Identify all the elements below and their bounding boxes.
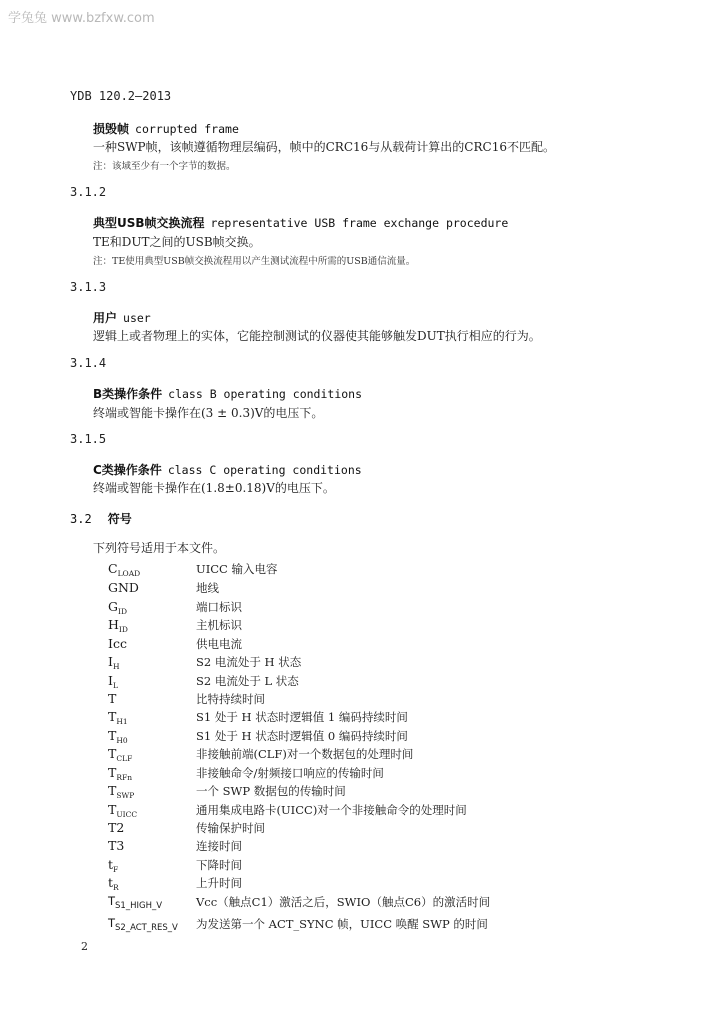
- term-en: corrupted frame: [135, 122, 239, 136]
- definition-text: 终端或智能卡操作在(1.8±0.18)V的电压下。: [93, 481, 335, 495]
- symbol-subscript: R: [113, 883, 119, 892]
- definition-text: TE和DUT之间的USB帧交换。: [93, 235, 261, 249]
- symbols-intro: 下列符号适用于本文件。: [93, 541, 226, 555]
- symbol-subscript: SWP: [116, 791, 135, 800]
- symbol: [108, 838, 124, 853]
- term-class-b: [93, 385, 362, 402]
- symbol: [108, 875, 119, 892]
- symbol-description: Vcc（触点C1）激活之后，SWIO（触点C6）的激活时间: [196, 895, 491, 909]
- symbol-subscript: L: [112, 681, 118, 690]
- symbol-base: T2: [108, 820, 125, 835]
- term-usb-frame-exchange: [93, 214, 508, 231]
- symbol-description: 供电电流: [196, 637, 242, 651]
- symbol-description: 传输保护时间: [196, 821, 265, 835]
- symbol-subscript: CLF: [116, 754, 133, 763]
- symbol-base: T: [108, 691, 117, 706]
- symbol: [108, 916, 178, 933]
- symbol-description: 上升时间: [196, 876, 242, 890]
- symbol-description: 一个 SWP 数据包的传输时间: [196, 784, 346, 798]
- symbol-subscript: UICC: [116, 810, 138, 819]
- symbol: [108, 599, 127, 616]
- symbol-description: 非接触前端(CLF)对一个数据包的处理时间: [196, 747, 414, 761]
- symbol-base: C: [108, 561, 118, 576]
- term-zh: 典型USB帧交换流程: [93, 216, 205, 230]
- symbol: [108, 617, 128, 634]
- symbol: [108, 802, 137, 819]
- symbol-base: T: [108, 894, 116, 908]
- symbol: [108, 673, 118, 690]
- symbol-description: 比特持续时间: [196, 692, 265, 706]
- symbol-subscript: F: [113, 865, 119, 874]
- term-zh: C类操作条件: [93, 463, 162, 477]
- term-en: representative USB frame exchange procedure: [210, 216, 509, 230]
- symbol-description: 主机标识: [196, 618, 242, 632]
- clause-number: 3.1.3: [70, 280, 107, 294]
- symbol: [108, 820, 124, 835]
- symbol-base: T: [108, 728, 117, 743]
- symbol-base: T: [108, 802, 117, 817]
- section-heading: [70, 510, 132, 527]
- definition-text: 一种SWP帧，该帧遵循物理层编码，帧中的CRC16与从载荷计算出的CRC16不匹配。: [93, 140, 555, 154]
- symbol: [108, 857, 118, 874]
- symbol-description: S2 电流处于 L 状态: [196, 674, 299, 688]
- term-en: user: [123, 311, 151, 325]
- definition-text: 终端或智能卡操作在(3 ± 0.3)V的电压下。: [93, 406, 324, 420]
- symbol-base: T: [108, 765, 117, 780]
- symbol-base: T: [108, 916, 116, 930]
- symbol-base: G: [108, 599, 118, 614]
- symbol-subscript: S1_HIGH_V: [115, 901, 163, 911]
- symbol: [108, 746, 132, 763]
- symbol-base: t: [108, 857, 114, 872]
- symbol-base: I: [108, 673, 113, 688]
- clause-number: 3.1.5: [70, 432, 107, 446]
- clause-number: 3.1.2: [70, 185, 107, 199]
- symbol-subscript: H: [112, 662, 120, 671]
- term-zh: B类操作条件: [93, 387, 163, 401]
- symbol-description: S1 处于 H 状态时逻辑值 0 编码持续时间: [196, 729, 408, 743]
- symbol-base: T: [108, 709, 117, 724]
- symbol-description: S2 电流处于 H 状态: [196, 655, 302, 669]
- symbol-description: UICC 输入电容: [196, 562, 278, 576]
- term-zh: 用户: [93, 311, 118, 325]
- symbol-subscript: RFn: [116, 773, 133, 782]
- symbol-base: t: [108, 875, 114, 890]
- term-corrupted-frame: [93, 120, 239, 137]
- symbol-base: T: [108, 783, 117, 798]
- definition-text: 逻辑上或者物理上的实体，它能控制测试的仪器使其能够触发DUT执行相应的行为。: [93, 329, 541, 343]
- term-user: [93, 309, 151, 326]
- symbol-subscript: ID: [118, 607, 127, 616]
- watermark: 学兔兔 www.bzfxw.com: [8, 11, 155, 26]
- definition-note: 注：TE使用典型USB帧交换流程用以产生测试流程中所需的USB通信流量。: [93, 256, 416, 267]
- symbol: [108, 728, 128, 745]
- symbol: [108, 561, 140, 578]
- symbol: [108, 654, 120, 671]
- symbol-description: 连接时间: [196, 839, 242, 853]
- symbol-subscript: H1: [116, 717, 128, 726]
- term-en: class C operating conditions: [167, 463, 362, 477]
- term-zh: 损毁帧: [93, 122, 130, 136]
- clause-number: 3.1.4: [70, 356, 107, 370]
- definition-note: 注：该域至少有一个字节的数据。: [93, 161, 236, 172]
- symbol-subscript: S2_ACT_RES_V: [115, 923, 178, 933]
- symbol: [108, 636, 127, 651]
- symbol-base: Icc: [108, 636, 127, 651]
- symbol-description: 地线: [196, 581, 219, 595]
- symbol-subscript: LOAD: [117, 569, 141, 578]
- symbol: [108, 765, 132, 782]
- page-number: 2: [81, 940, 88, 953]
- symbol: [108, 783, 134, 800]
- symbol-base: GND: [108, 580, 139, 595]
- symbol: [108, 894, 162, 911]
- section-title: 符号: [107, 512, 132, 526]
- symbol-base: H: [108, 617, 119, 632]
- term-en: class B operating conditions: [168, 387, 363, 401]
- symbol: [108, 691, 116, 706]
- symbol-subscript: ID: [118, 625, 128, 634]
- symbol: [108, 580, 139, 595]
- symbol-description: 通用集成电路卡(UICC)对一个非接触命令的处理时间: [196, 803, 467, 817]
- symbol-description: 非接触命令/射频接口响应的传输时间: [196, 766, 384, 780]
- symbol: [108, 709, 128, 726]
- symbol-description: 下降时间: [196, 858, 242, 872]
- symbol-base: I: [108, 654, 113, 669]
- section-number: 3.2: [70, 512, 92, 526]
- symbol-description: S1 处于 H 状态时逻辑值 1 编码持续时间: [196, 710, 408, 724]
- symbol-description: 为发送第一个 ACT_SYNC 帧，UICC 唤醒 SWP 的时间: [196, 917, 488, 931]
- symbol-base: T3: [108, 838, 125, 853]
- document-header: YDB 120.2—2013: [70, 89, 172, 103]
- term-class-c: [93, 461, 362, 478]
- symbol-description: 端口标识: [196, 600, 242, 614]
- symbol-base: T: [108, 746, 117, 761]
- symbol-subscript: H0: [116, 736, 128, 745]
